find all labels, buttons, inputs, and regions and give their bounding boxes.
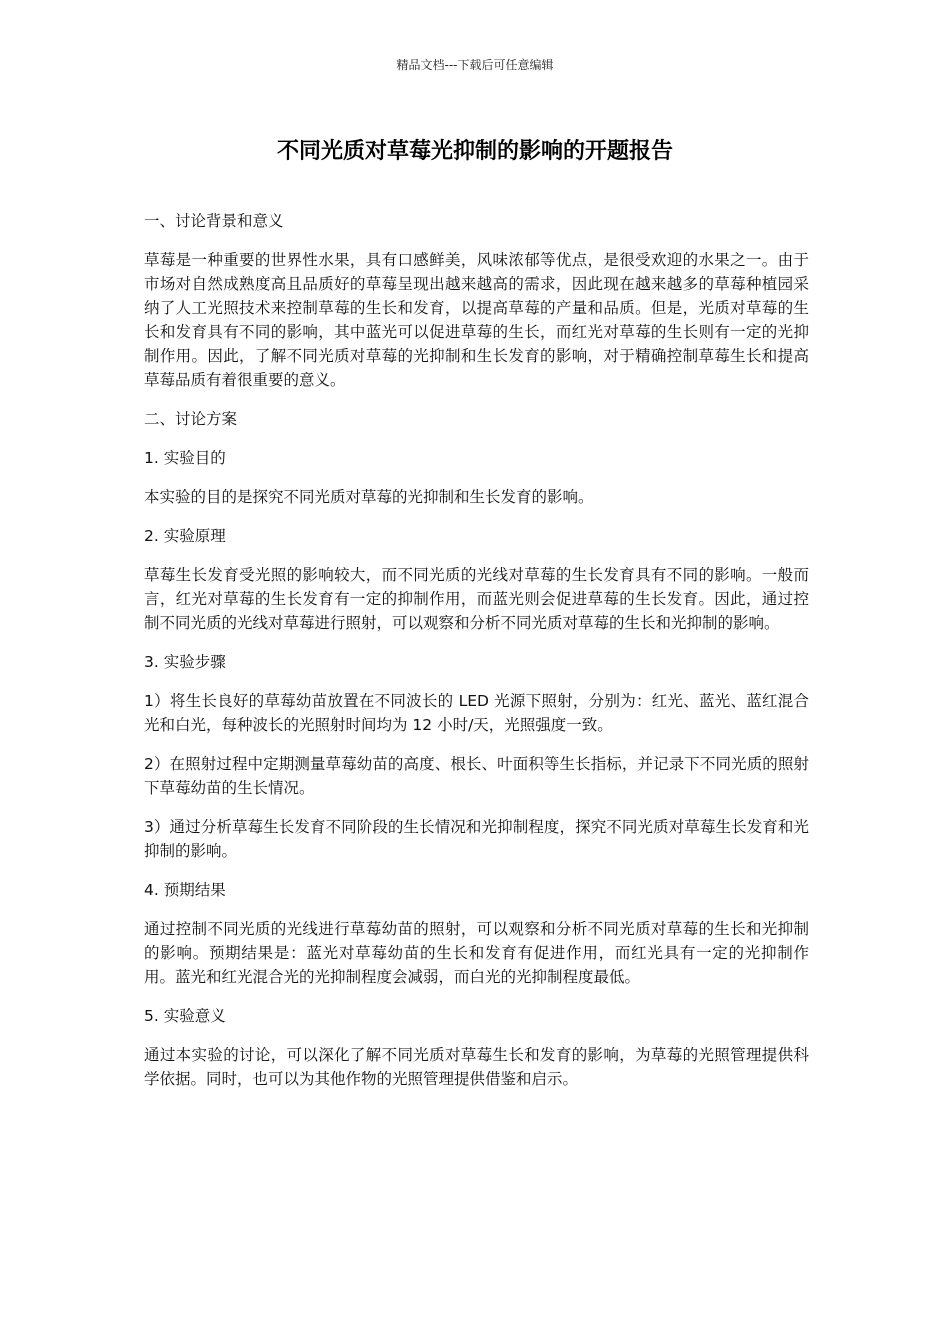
section-heading-plan: 二、讨论方案 [144,410,238,428]
paragraph-purpose: 本实验的目的是探究不同光质对草莓的光抑制和生长发育的影响。 [144,488,594,506]
subheading-expected-results: 4. 预期结果 [144,881,226,899]
subheading-purpose: 1. 实验目的 [144,449,226,467]
subheading-principle: 2. 实验原理 [144,527,226,545]
paragraph-step-1: 1）将生长良好的草莓幼苗放置在不同波长的 LED 光源下照射，分别为：红光、蓝光、蓝红混合光和白光，每种波长的光照射时间均为 12 小时/天，光照强度一致。 [144,692,809,734]
document-body [144,209,809,1106]
paragraph-expected-results: 通过控制不同光质的光线进行草莓幼苗的照射，可以观察和分析不同光质对草莓的生长和光抑制的影响。预期结果是：蓝光对草莓幼苗的生长和发育有促进作用，而红光具有一定的光抑制作用。蓝光和红光混合光的光抑制程度会减弱，而白光的光抑制程度最低。 [144,920,809,986]
paragraph-background: 草莓是一种重要的世界性水果，具有口感鲜美，风味浓郁等优点，是很受欢迎的水果之一。由于市场对自然成熟度高且品质好的草莓呈现出越来越高的需求，因此现在越来越多的草莓种植园采纳了人工光照技术来控制草莓的生长和发育，以提高草莓的产量和品质。但是，光质对草莓的生长和发育具有不同的影响，其中蓝光可以促进草莓的生长，而红光对草莓的生长则有一定的光抑制作用。因此，了解不同光质对草莓的光抑制和生长发育的影响，对于精确控制草莓生长和提高草莓品质有着很重要的意义。 [144,251,809,389]
document-title: 不同光质对草莓光抑制的影响的开题报告 [276,139,673,164]
subheading-significance: 5. 实验意义 [144,1007,226,1025]
section-heading-background: 一、讨论背景和意义 [144,212,284,230]
paragraph-principle: 草莓生长发育受光照的影响较大，而不同光质的光线对草莓的生长发育具有不同的影响。一般而言，红光对草莓的生长发育有一定的抑制作用，而蓝光则会促进草莓的生长发育。因此，通过控制不同光质的光线对草莓进行照射，可以观察和分析不同光质对草莓的生长和光抑制的影响。 [144,566,809,632]
subheading-steps: 3. 实验步骤 [144,653,226,671]
paragraph-step-3: 3）通过分析草莓生长发育不同阶段的生长情况和光抑制程度，探究不同光质对草莓生长发育和光抑制的影响。 [144,818,809,860]
paragraph-step-2: 2）在照射过程中定期测量草莓幼苗的高度、根长、叶面积等生长指标，并记录下不同光质的照射下草莓幼苗的生长情况。 [144,755,809,797]
page-header: 精品文档---下载后可任意编辑 [396,58,554,72]
paragraph-significance: 通过本实验的讨论，可以深化了解不同光质对草莓生长和发育的影响，为草莓的光照管理提供科学依据。同时，也可以为其他作物的光照管理提供借鉴和启示。 [144,1046,809,1088]
